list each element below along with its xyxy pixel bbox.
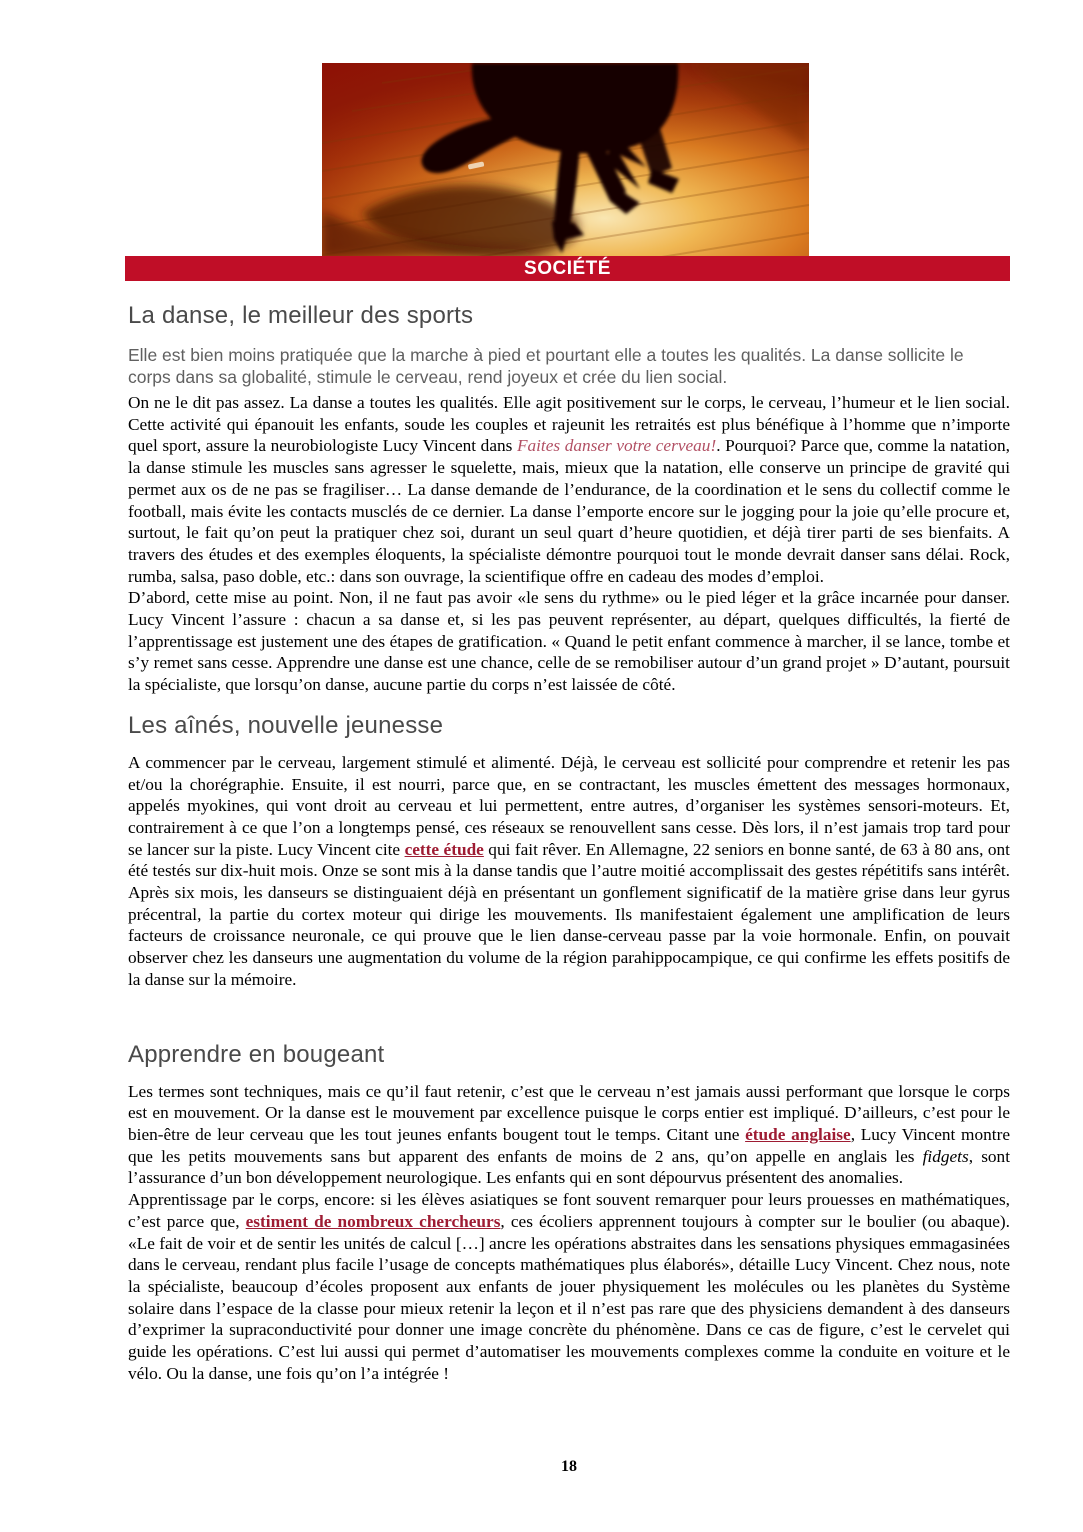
- paragraph-mise-au-point: D’abord, cette mise au point. Non, il ne faut pas avoir «le sens du rythme» ou le pied léger et la grâce incarnée pour danser. Lucy Vincent l’assure : chacun a sa danse et, si les pas peuvent représenter, au départ, quelques difficultés, la fierté de l’apprentissage est justement une des étapes de gratification. « Quand le petit enfant commence à marcher, il se lance, tombe et s’y remet sans cesse. Apprendre une danse est une chance, celle de se remobiliser autour d’un grand projet » D’autant, poursuit la spécialiste, que lorsqu’on danse, aucune partie du corps n’est laissée de côté.: [128, 588, 1010, 695]
- paragraph-text: On ne le dit pas assez. La danse a toutes les qualités. Elle agit positivement sur le corps, le cerveau, l’humeur et le lien social. Cette activité qui épanouit les enfants, soude les couples et rajeunit les retraités est plus bénéfique à l’homme que n’importe quel sport, assure la neurobiologiste Lucy Vincent dans: [128, 393, 1010, 456]
- term-fidgets: fidgets: [922, 1146, 969, 1166]
- hero-photo-dancers: [322, 63, 809, 257]
- paragraph-termes-techniques: [128, 1081, 1010, 1190]
- paragraph-text: qui fait rêver. En Allemagne, 22 seniors en bonne santé, de 63 à 80 ans, ont été testés sur dix-huit mois. Onze se sont mis à la danse tandis que l’autre moitié accomplissait des gestes répétitifs sans intérêt. Après six mois, les danseurs se distinguaient déjà en présentant un gonflement significatif de la matière grise dans leur gyrus précentral, la partie du cortex moteur qui dirige les mouvements. Ils manifestaient également une amplification de leurs facteurs de croissance neuronale, ce qui prouve que le lien danse-cerveau passe par la voie hormonale. Enfin, on pouvait observer chez les danseurs une augmentation du volume de la région parahippocampique, ce qui confirme les effets positifs de la danse sur la mémoire.: [128, 839, 1010, 989]
- link-estiment-nombreux-chercheurs[interactable]: estiment de nombreux chercheurs: [245, 1211, 501, 1231]
- link-etude-anglaise[interactable]: étude anglaise: [745, 1124, 851, 1144]
- paragraph-text: , ces écoliers apprennent toujours à compter sur le boulier (ou abaque). «Le fait de voir et de sentir les unités de calcul […] ancre les opérations abstraites dans les sensations physiques emmagasinées dans le cerveau, rendant plus facile l’usage de concepts mathématiques plus élaborés», détaille Lucy Vincent. Chez nous, note la spécialiste, beaucoup d’écoles proposent aux enfants de jouer physiquement les molécules ou les planètes du Système solaire dans l’espace de la classe pour mieux retenir la leçon et il n’est pas rare que des physiciens demandent à des danseurs d’exprimer la supraconductivité pour donner une image concrète du phénomène. Dans ce cas de figure, c’est le cervelet qui guide les opérations. C’est lui aussi qui permet d’automatiser les mouvements complexes comme la conduite en voiture et le vélo. Ou la danse, une fois qu’on l’a intégrée !: [128, 1211, 1010, 1383]
- paragraph-text: Les termes sont techniques, mais ce qu’il faut retenir, c’est que le cerveau n’est jamais aussi performant que lorsque le corps est en mouvement. Or la danse est le mouvement par excellence puisque le corps entier est impliqué. D’ailleurs, c’est pour le bien-être de leur cerveau que les tout jeunes enfants bougent tout le temps. Citant une: [128, 1081, 1010, 1144]
- section-banner-label: SOCIÉTÉ: [524, 257, 611, 279]
- section-heading-aines: Les aînés, nouvelle jeunesse: [128, 711, 444, 739]
- paragraph-danse-qualites: [128, 392, 1010, 587]
- article-column: [128, 294, 1010, 1384]
- paragraph-text: , Lucy Vincent montre que les petits mouvements sans but apparent des enfants de moins de 2 ans, qu’on appelle en anglais les: [128, 1124, 1010, 1166]
- section-heading-apprendre: Apprendre en bougeant: [128, 1040, 385, 1068]
- article-lead: Elle est bien moins pratiquée que la marche à pied et pourtant elle a toutes les qualités. La danse sollicite le corps dans sa globalité, stimule le cerveau, rend joyeux et crée du lien social.: [128, 345, 964, 387]
- paragraph-text: A commencer par le cerveau, largement stimulé et alimenté. Déjà, le cerveau est sollicité pour comprendre et retenir les pas et/ou la chorégraphie. Ensuite, il est nourri, parce que, en se contractant, les muscles émettent des messages hormonaux, appelés myokines, qui vont droit au cerveau et lui permettent, entre autres, d’organiser les systèmes sensori-moteurs. Et, contrairement à ce que l’on a longtemps pensé, ces réseaux se renouvellent sans cesse. Dès lors, il n’est jamais trop tard pour se lancer sur la piste. Lucy Vincent cite: [128, 752, 1010, 859]
- page-number: 18: [561, 1458, 577, 1475]
- link-cette-etude[interactable]: cette étude: [404, 839, 484, 859]
- section-banner: [125, 256, 1010, 281]
- article-title: La danse, le meilleur des sports: [128, 302, 474, 329]
- paragraph-apprentissage-corps: [128, 1189, 1010, 1384]
- paragraph-text: Apprentissage par le corps, encore: si les élèves asiatiques se font souvent remarquer pour leurs prouesses en mathématiques, c’est parce que,: [128, 1190, 1010, 1231]
- paragraph-text: , sont l’assurance d’un bon développement neurologique. Les enfants qui en sont dépourvus présentent des anomalies.: [128, 1146, 1010, 1188]
- book-title-faites-danser-votre-cerveau: Faites danser votre cerveau!: [516, 436, 717, 456]
- paragraph-text: . Pourquoi? Parce que, comme la natation, la danse stimule les muscles sans agresser le squelette, mais, mieux que la natation, elle conserve un principe de gravité qui permet aux os de ne pas se fragiliser… La danse demande de l’endurance, de la coordination et le sens du collectif comme le football, mais évite les contacts musclés de ce dernier. La danse l’emporte encore sur le jogging pour la joie qu’elle procure et, surtout, le fait qu’on peut la pratiquer chez soi, durant un seul quart d’heure quotidien, et déjà tirer parti de ses bienfaits. A travers des études et des exemples éloquents, la spécialiste démontre pourquoi tout le monde devrait danser sans délai. Rock, rumba, salsa, paso doble, etc.: dans son ouvrage, la scientifique offre en cadeau des modes d’emploi.: [128, 436, 1010, 586]
- paragraph-cerveau-etude: [128, 752, 1010, 991]
